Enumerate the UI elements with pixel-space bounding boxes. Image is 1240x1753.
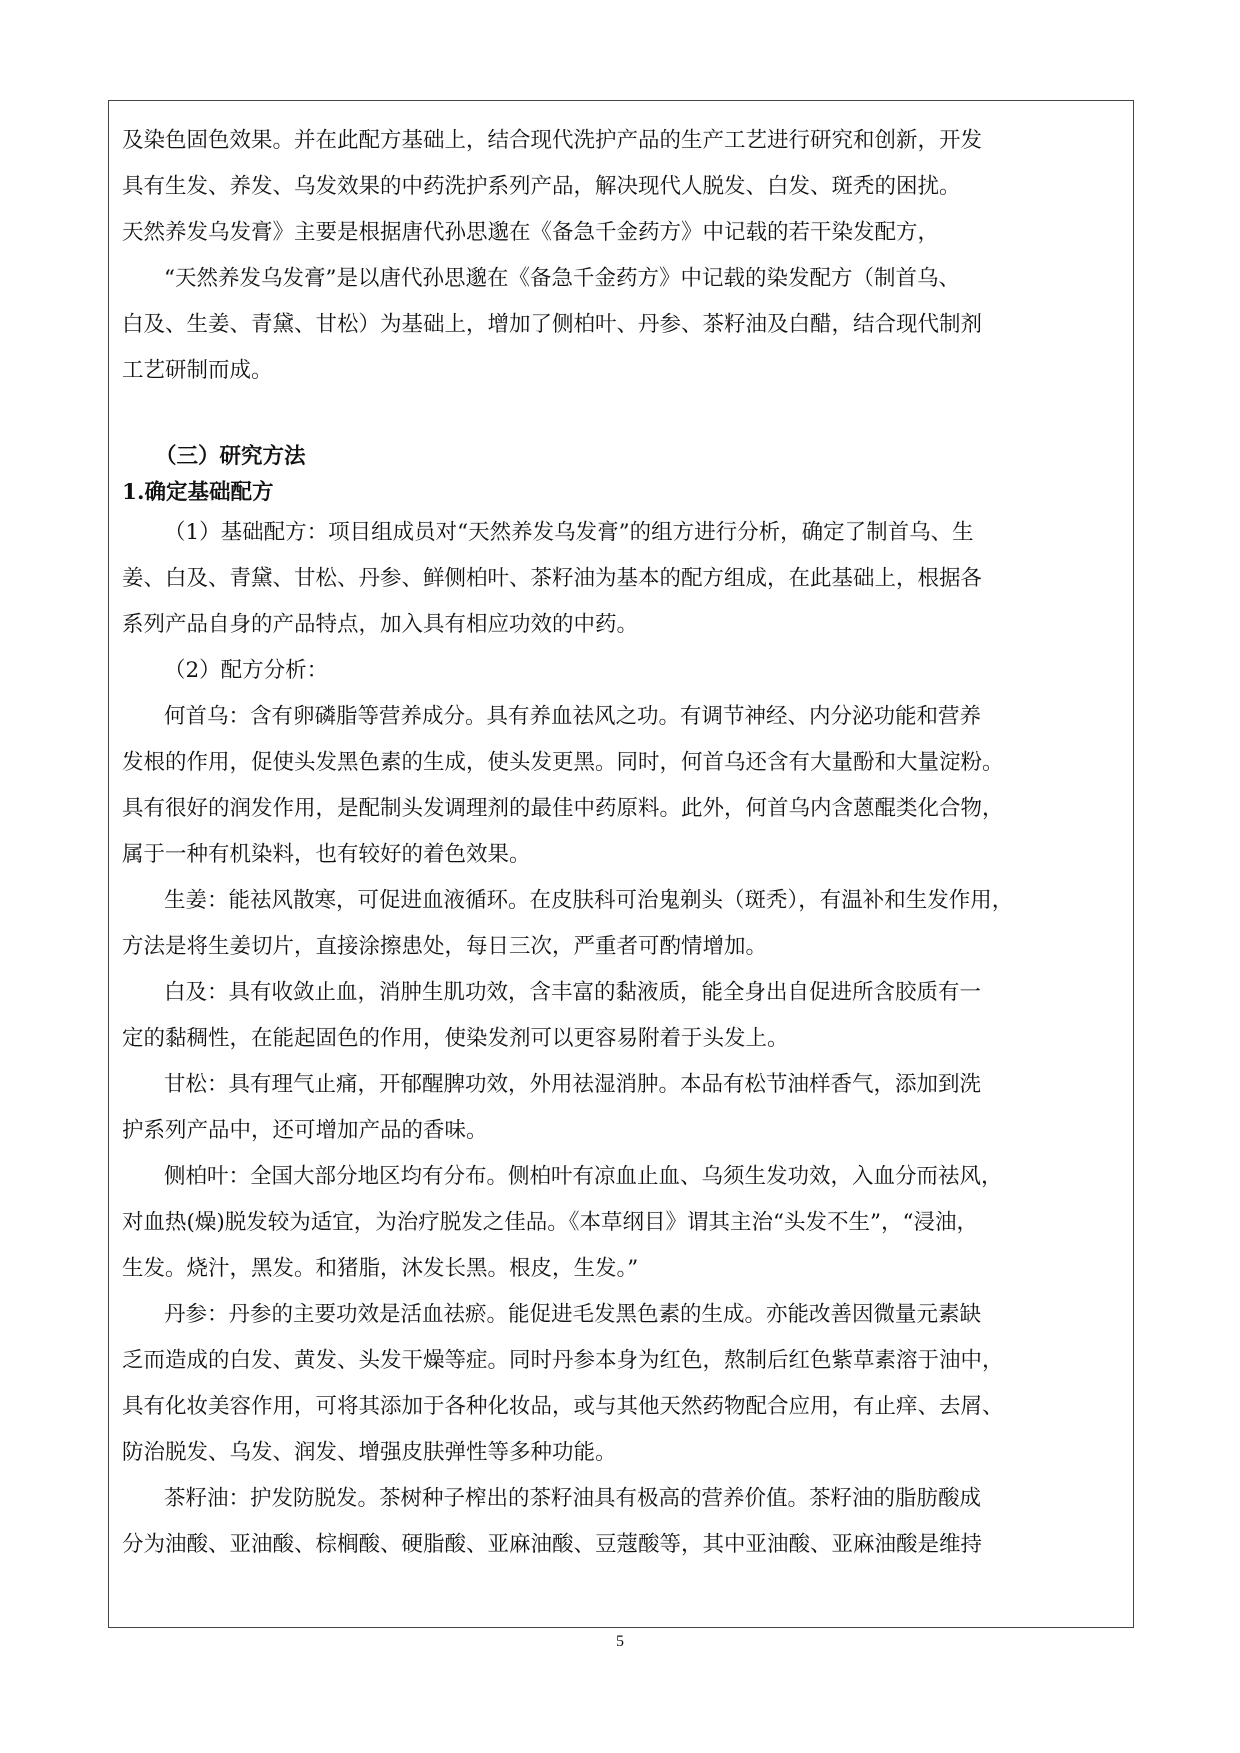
paragraph-line: 对血热(燥)脱发较为适宜，为治疗脱发之佳品。《本草纲目》谓其主治“头发不生”，“浸油， — [122, 1210, 979, 1235]
paragraph-line: 定的黏稠性，在能起固色的作用，使染发剂可以更容易附着于头发上。 — [122, 1026, 789, 1051]
paragraph-line: 工艺研制而成。 — [122, 358, 273, 383]
paragraph-line: 乏而造成的白发、黄发、头发干燥等症。同时丹参本身为红色，熬制后红色紫草素溶于油中， — [122, 1348, 1004, 1373]
paragraph-line: 具有化妆美容作用，可将其添加于各种化妆品，或与其他天然药物配合应用，有止痒、去屑、 — [122, 1394, 1004, 1419]
paragraph-line: “天然养发乌发膏”是以唐代孙思邈在《备急千金药方》中记载的染发配方（制首乌、 — [164, 266, 960, 291]
paragraph-line: 何首乌：含有卵磷脂等营养成分。具有养血祛风之功。有调节神经、内分泌功能和营养 — [164, 704, 982, 729]
paragraph-line: 侧柏叶：全国大部分地区均有分布。侧柏叶有凉血止血、乌须生发功效，入血分而祛风， — [164, 1164, 1003, 1189]
paragraph-line: 丹参：丹参的主要功效是活血祛瘀。能促进毛发黑色素的生成。亦能改善因微量元素缺 — [164, 1302, 982, 1327]
paragraph-line: 白及：具有收敛止血，消肿生肌功效，含丰富的黏液质，能全身出自促进所含胶质有一 — [164, 980, 982, 1005]
paragraph-line: （2）配方分析： — [164, 658, 329, 683]
paragraph-line: 系列产品自身的产品特点，加入具有相应功效的中药。 — [122, 612, 639, 637]
paragraph-line: 生姜：能祛风散寒，可促进血液循环。在皮肤科可治鬼剃头（斑秃），有温补和生发作用， — [164, 888, 1014, 913]
section-heading: 1.确定基础配方 — [122, 480, 274, 505]
paragraph-line: （1）基础配方：项目组成员对“天然养发乌发膏”的组方进行分析，确定了制首乌、生 — [164, 520, 974, 545]
paragraph-line: 具有生发、养发、乌发效果的中药洗护系列产品，解决现代人脱发、白发、斑秃的困扰。 — [122, 174, 961, 199]
paragraph-line: 茶籽油：护发防脱发。茶树种子榨出的茶籽油具有极高的营养价值。茶籽油的脂肪酸成 — [164, 1486, 982, 1511]
section-heading: （三）研究方法 — [155, 444, 306, 469]
paragraph-line: 护系列产品中，还可增加产品的香味。 — [122, 1118, 488, 1143]
paragraph-line: 方法是将生姜切片，直接涂擦患处，每日三次，严重者可酌情增加。 — [122, 934, 768, 959]
paragraph-line: 发根的作用，促使头发黑色素的生成，使头发更黑。同时，何首乌还含有大量酚和大量淀粉。 — [122, 750, 1004, 775]
paragraph-line: 及染色固色效果。并在此配方基础上，结合现代洗护产品的生产工艺进行研究和创新，开发 — [122, 128, 983, 153]
paragraph-line: 生发。烧汁，黑发。和猪脂，沐发长黑。根皮，生发。” — [122, 1256, 639, 1281]
paragraph-line: 属于一种有机染料，也有较好的着色效果。 — [122, 842, 531, 867]
paragraph-line: 姜、白及、青黛、甘松、丹参、鲜侧柏叶、茶籽油为基本的配方组成，在此基础上，根据各 — [122, 566, 983, 591]
page-number: 5 — [616, 1633, 624, 1650]
paragraph-line: 具有很好的润发作用，是配制头发调理剂的最佳中药原料。此外，何首乌内含蒽醌类化合物， — [122, 796, 1004, 821]
paragraph-line: 天然养发乌发膏》主要是根据唐代孙思邈在《备急千金药方》中记载的若干染发配方， — [122, 220, 940, 245]
paragraph-line: 甘松：具有理气止痛，开郁醒脾功效，外用祛湿消肿。本品有松节油样香气，添加到洗 — [164, 1072, 982, 1097]
paragraph-line: 防治脱发、乌发、润发、增强皮肤弹性等多种功能。 — [122, 1440, 617, 1465]
paragraph-line: 分为油酸、亚油酸、棕榈酸、硬脂酸、亚麻油酸、豆蔻酸等，其中亚油酸、亚麻油酸是维持 — [122, 1532, 983, 1557]
paragraph-line: 白及、生姜、青黛、甘松）为基础上，增加了侧柏叶、丹参、茶籽油及白醋，结合现代制剂 — [122, 312, 983, 337]
